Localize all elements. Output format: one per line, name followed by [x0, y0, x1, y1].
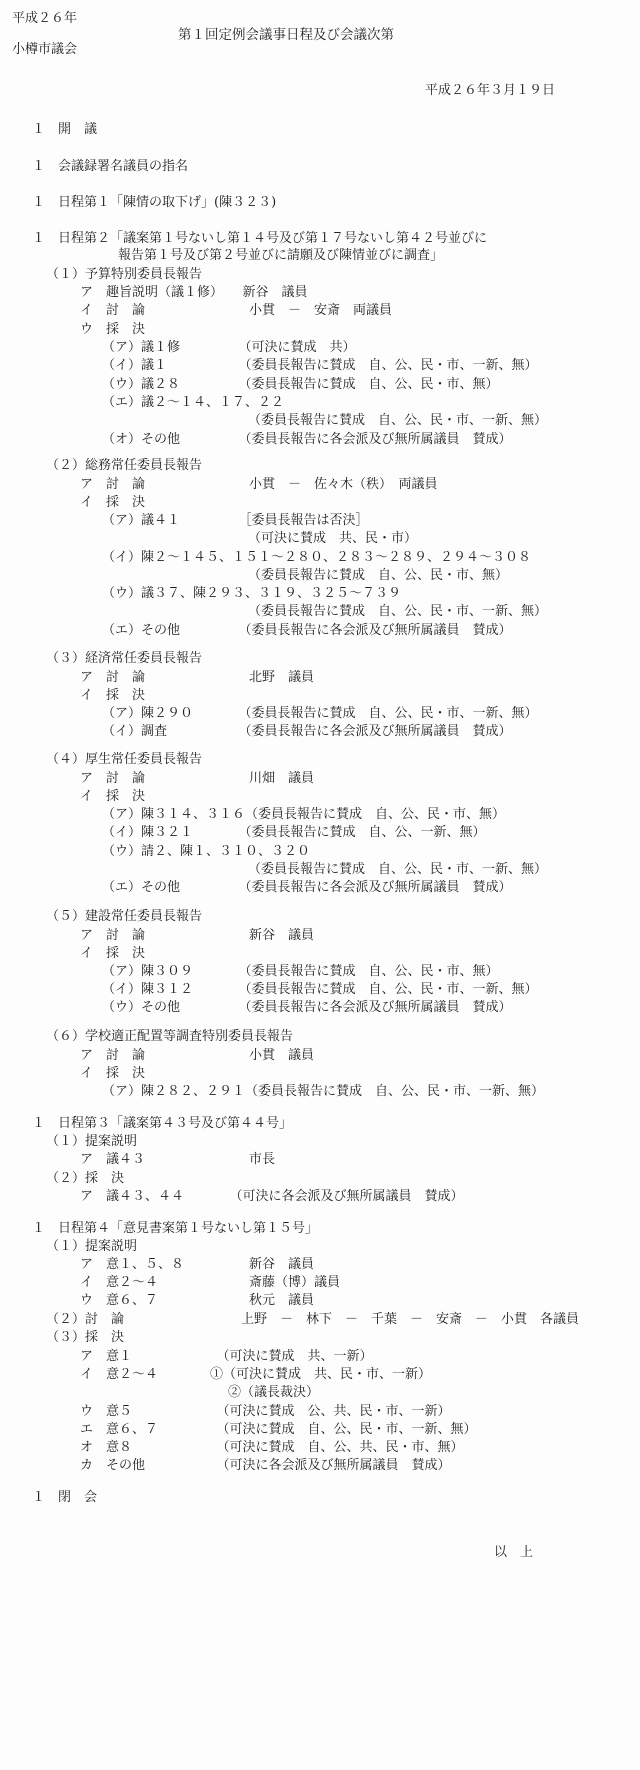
- agenda-line: （３）経済常任委員長報告: [46, 651, 203, 666]
- agenda-line: エ 意６、７ （可決に賛成 自、公、民・市、一新、無）: [80, 1422, 477, 1437]
- agenda-line: （エ）その他 （委員長報告に各会派及び無所属議員 賛成）: [102, 623, 512, 638]
- agenda-line: 報告第１号及び第２号並びに請願及び陳情並びに調査」: [118, 248, 444, 263]
- agenda-line: （イ）陳３１２ （委員長報告に賛成 自、公、民・市、一新、無）: [102, 982, 538, 997]
- agenda-line: （２）討 論 上野 － 林下 － 千葉 － 安斎 － 小貫 各議員: [46, 1312, 580, 1327]
- agenda-line: （イ）陳３２１ （委員長報告に賛成 自、公、一新、無）: [102, 825, 486, 840]
- agenda-line: （１）提案説明: [46, 1134, 138, 1149]
- agenda-line: （４）厚生常任委員長報告: [46, 752, 203, 767]
- agenda-line: （イ）調査 （委員長報告に各会派及び無所属議員 賛成）: [102, 724, 512, 739]
- agenda-line: ア 議４３、４４ （可決に各会派及び無所属議員 賛成）: [80, 1189, 464, 1204]
- agenda-line: （可決に賛成 共、民・市）: [248, 531, 418, 546]
- agenda-line: （イ）議１ （委員長報告に賛成 自、公、民・市、一新、無）: [102, 358, 538, 373]
- agenda-line: （オ）その他 （委員長報告に各会派及び無所属議員 賛成）: [102, 432, 512, 447]
- agenda-line: （エ）議２～１４、１７、２２: [102, 395, 285, 410]
- agenda-line: ア 趣旨説明（議１修） 新谷 議員: [80, 285, 308, 300]
- agenda-line: 以 上: [494, 1545, 534, 1560]
- agenda-line: ウ 意５ （可決に賛成 公、共、民・市、一新）: [80, 1404, 451, 1419]
- agenda-line: （３）採 決: [46, 1330, 125, 1345]
- agenda-line: （１）予算特別委員長報告: [46, 267, 203, 282]
- agenda-line: イ 採 決: [80, 789, 146, 804]
- agenda-line: イ 意２～４ 斎藤（博）議員: [80, 1275, 341, 1290]
- agenda-line: イ 意２～４ ①（可決に賛成 共、民・市、一新）: [80, 1367, 432, 1382]
- agenda-line: （委員長報告に賛成 自、公、民・市、一新、無）: [248, 862, 548, 877]
- agenda-line: イ 討 論 小貫 － 安斎 両議員: [80, 303, 393, 318]
- agenda-line: ア 議４３ 市長: [80, 1152, 276, 1167]
- agenda-line: ②（議長裁決）: [228, 1385, 320, 1400]
- agenda-line: イ 採 決: [80, 495, 146, 510]
- agenda-line: １ 閉 会: [32, 1490, 98, 1505]
- agenda-line: （ア）陳２８２、２９１（委員長報告に賛成 自、公、民・市、一新、無）: [102, 1084, 545, 1099]
- agenda-line: ウ 採 決: [80, 322, 146, 337]
- agenda-line: １ 開 議: [32, 122, 98, 137]
- agenda-line: イ 採 決: [80, 688, 146, 703]
- agenda-line: （５）建設常任委員長報告: [46, 909, 203, 924]
- header-era: 平成２６年: [12, 11, 78, 26]
- agenda-line: （ア）議４１ ［委員長報告は否決］: [102, 513, 369, 528]
- agenda-line: ア 討 論 小貫 － 佐々木（秩） 両議員: [80, 477, 438, 492]
- agenda-line: ア 意１ （可決に賛成 共、一新）: [80, 1349, 373, 1364]
- document-title: 第１回定例会議事日程及び会議次第: [178, 27, 394, 43]
- agenda-line: （ア）陳３０９ （委員長報告に賛成 自、公、民・市、無）: [102, 964, 499, 979]
- agenda-line: ア 意１、５、８ 新谷 議員: [80, 1257, 315, 1272]
- agenda-line: １ 会議録署名議員の指名: [32, 159, 189, 174]
- agenda-line: （ア）陳３１４、３１６（委員長報告に賛成 自、公、民・市、無）: [102, 807, 506, 822]
- agenda-line: １ 日程第４「意見書案第１号ないし第１５号」: [32, 1221, 319, 1236]
- agenda-line: １ 日程第２「議案第１号ないし第１４号及び第１７号ないし第４２号並びに: [32, 231, 488, 246]
- agenda-line: （ウ）議３７、陳２９３、３１９、３２５～７３９: [102, 586, 402, 601]
- agenda-line: （ウ）議２８ （委員長報告に賛成 自、公、民・市、無）: [102, 377, 499, 392]
- agenda-line: １ 日程第３「議案第４３号及び第４４号」: [32, 1116, 293, 1131]
- agenda-line: （ウ）その他 （委員長報告に各会派及び無所属議員 賛成）: [102, 1000, 512, 1015]
- agenda-line: （２）総務常任委員長報告: [46, 458, 203, 473]
- header-council: 小樽市議会: [12, 42, 78, 57]
- agenda-line: １ 日程第１「陳情の取下げ」(陳３２３): [32, 195, 277, 210]
- agenda-line: ア 討 論 新谷 議員: [80, 928, 315, 943]
- agenda-line: イ 採 決: [80, 946, 146, 961]
- document-date: 平成２６年３月１９日: [425, 83, 556, 98]
- agenda-line: （６）学校適正配置等調査特別委員長報告: [46, 1029, 294, 1044]
- agenda-line: ウ 意６、７ 秋元 議員: [80, 1293, 315, 1308]
- agenda-line: オ 意８ （可決に賛成 自、公、共、民・市、無）: [80, 1440, 464, 1455]
- agenda-line: （ウ）請２、陳１、３１０、３２０: [102, 844, 311, 859]
- agenda-line: ア 討 論 小貫 議員: [80, 1048, 315, 1063]
- agenda-line: （ア）陳２９０ （委員長報告に賛成 自、公、民・市、一新、無）: [102, 706, 538, 721]
- agenda-line: （イ）陳２～１４５、１５１～２８０、２８３～２８９、２９４～３０８: [102, 550, 532, 565]
- agenda-line: （エ）その他 （委員長報告に各会派及び無所属議員 賛成）: [102, 880, 512, 895]
- agenda-line: （２）採 決: [46, 1171, 125, 1186]
- agenda-line: （委員長報告に賛成 自、公、民・市、一新、無）: [248, 413, 548, 428]
- agenda-line: ア 討 論 北野 議員: [80, 670, 315, 685]
- agenda-line: ア 討 論 川畑 議員: [80, 771, 315, 786]
- agenda-line: （ア）議１修 （可決に賛成 共）: [102, 340, 356, 355]
- agenda-line: カ その他 （可決に各会派及び無所属議員 賛成）: [80, 1458, 451, 1473]
- agenda-line: （委員長報告に賛成 自、公、民・市、無）: [248, 568, 509, 583]
- agenda-line: イ 採 決: [80, 1066, 146, 1081]
- agenda-line: （委員長報告に賛成 自、公、民・市、一新、無）: [248, 604, 548, 619]
- agenda-line: （１）提案説明: [46, 1239, 138, 1254]
